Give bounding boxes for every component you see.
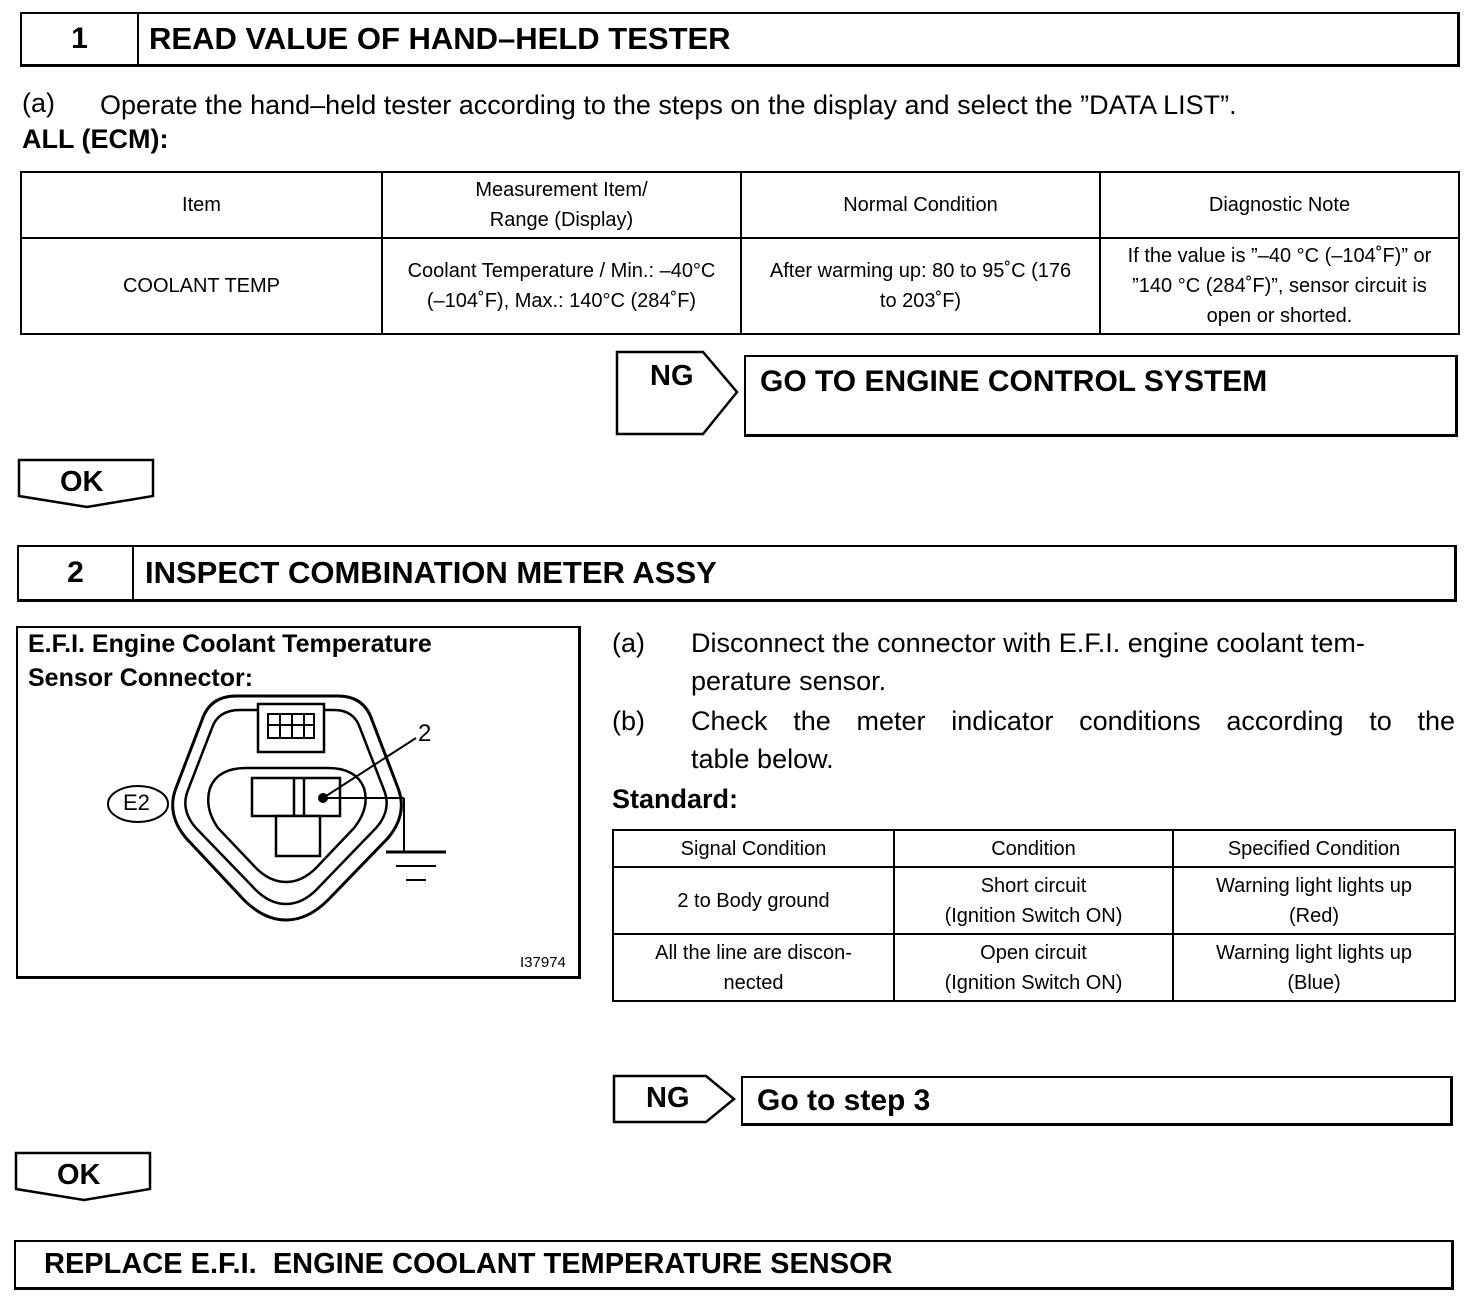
- column-header-item-text: Item: [182, 194, 221, 216]
- sensor-connector-diagram: [18, 628, 578, 973]
- table-row: [613, 867, 1455, 934]
- step-2-instruction-a-line-2: perature sensor.: [691, 666, 887, 696]
- coolant-temp-item: COOLANT TEMP: [122, 275, 281, 297]
- column-header-specified-condition: [1173, 830, 1455, 867]
- column-header-normal-condition-text: Normal Condition: [843, 194, 998, 216]
- column-header-signal-condition: [613, 830, 894, 867]
- coolant-temp-normal: After warming up: 80 to 95˚C (176 to 203˚F): [769, 260, 1072, 312]
- condition-1: Short circuit (Ignition Switch ON): [944, 874, 1123, 927]
- step-1-title: READ VALUE OF HAND–HELD TESTER: [149, 21, 731, 56]
- section-label-ecm: ALL (ECM):: [22, 124, 169, 154]
- figure-id: I37974: [520, 954, 566, 971]
- step-2-instruction-b-line-1: Check the meter indicator conditions according to the: [691, 706, 1455, 736]
- step-2-instruction-b-marker: (b): [612, 706, 645, 736]
- ng-result-step-1-text: GO TO ENGINE CONTROL SYSTEM: [760, 365, 1268, 398]
- step-2-title: INSPECT COMBINATION METER ASSY: [145, 555, 717, 590]
- step-1-number: 1: [22, 14, 139, 64]
- table-cell: [21, 238, 382, 334]
- data-list-header-row: [21, 172, 1459, 238]
- column-header-specified-condition-text: Specified Condition: [1227, 837, 1401, 860]
- step-2-instruction-a-marker: (a): [612, 628, 645, 658]
- column-header-normal-condition: [741, 172, 1100, 238]
- column-header-measurement-item: [382, 172, 741, 238]
- column-header-diagnostic-note-text: Diagnostic Note: [1208, 194, 1351, 216]
- standard-table: [612, 829, 1456, 1002]
- step-2-instruction-a-line-1: Disconnect the connector with E.F.I. engine coolant tem-: [691, 628, 1365, 658]
- ng-label-step-2: NG: [646, 1082, 690, 1114]
- table-cell: [1173, 867, 1455, 934]
- column-header-measurement-item-text: Measurement Item/ Range (Display): [475, 179, 648, 231]
- column-header-condition: [894, 830, 1173, 867]
- ok-label-step-2: OK: [57, 1159, 101, 1191]
- data-list-table: [20, 171, 1460, 335]
- table-cell: [894, 867, 1173, 934]
- table-cell: [741, 238, 1100, 334]
- standard-label: Standard:: [612, 784, 739, 814]
- condition-2: Open circuit (Ignition Switch ON): [944, 941, 1123, 994]
- coolant-temp-range: Coolant Temperature / Min.: –40°C (–104˚F), Max.: 140°C (284˚F): [407, 260, 716, 312]
- ng-result-step-2-text: Go to step 3: [757, 1084, 931, 1117]
- step-1-header: [20, 12, 1460, 67]
- table-cell: [382, 238, 741, 334]
- pin-label-2: 2: [418, 720, 432, 747]
- coolant-temp-note: If the value is ”–40 °C (–104˚F)” or ”140 °C (284˚F)”, sensor circuit is open or shorted.: [1127, 245, 1432, 327]
- ng-label-step-1: NG: [650, 360, 694, 392]
- standard-header-row: [613, 830, 1455, 867]
- terminal-label-e2: E2: [123, 790, 150, 815]
- step-2-header: [17, 545, 1457, 602]
- table-cell: [613, 934, 894, 1001]
- table-cell: [1173, 934, 1455, 1001]
- table-row: [613, 934, 1455, 1001]
- final-step-box: [14, 1240, 1454, 1290]
- column-header-signal-condition-text: Signal Condition: [680, 837, 827, 860]
- step-1-instruction-marker: (a): [22, 88, 55, 118]
- figure-caption-line-1: E.F.I. Engine Coolant Temperature: [28, 630, 432, 658]
- specified-condition-2: Warning light lights up (Blue): [1215, 941, 1413, 994]
- table-row: [21, 238, 1459, 334]
- table-cell: [613, 867, 894, 934]
- final-step-title: REPLACE E.F.I. ENGINE COOLANT TEMPERATURE SENSOR: [44, 1248, 893, 1280]
- column-header-condition-text: Condition: [991, 837, 1076, 860]
- column-header-diagnostic-note: [1100, 172, 1459, 238]
- step-2-number: 2: [19, 547, 134, 599]
- specified-condition-1: Warning light lights up (Red): [1215, 874, 1413, 927]
- table-cell: [1100, 238, 1459, 334]
- ng-result-step-2: [741, 1076, 1453, 1126]
- column-header-item: [21, 172, 382, 238]
- figure-caption-line-2: Sensor Connector:: [28, 664, 254, 692]
- table-cell: [894, 934, 1173, 1001]
- step-1-instruction: Operate the hand–held tester according to the steps on the display and select the ”DATA LIST”.: [100, 90, 1237, 120]
- ng-result-step-1: [744, 355, 1458, 437]
- signal-condition-2: All the line are discon- nected: [655, 941, 852, 994]
- ok-label-step-1: OK: [60, 466, 104, 498]
- signal-condition-1: 2 to Body ground: [677, 889, 830, 912]
- step-2-instruction-b-line-2: table below.: [691, 744, 834, 774]
- connector-figure: [16, 626, 581, 979]
